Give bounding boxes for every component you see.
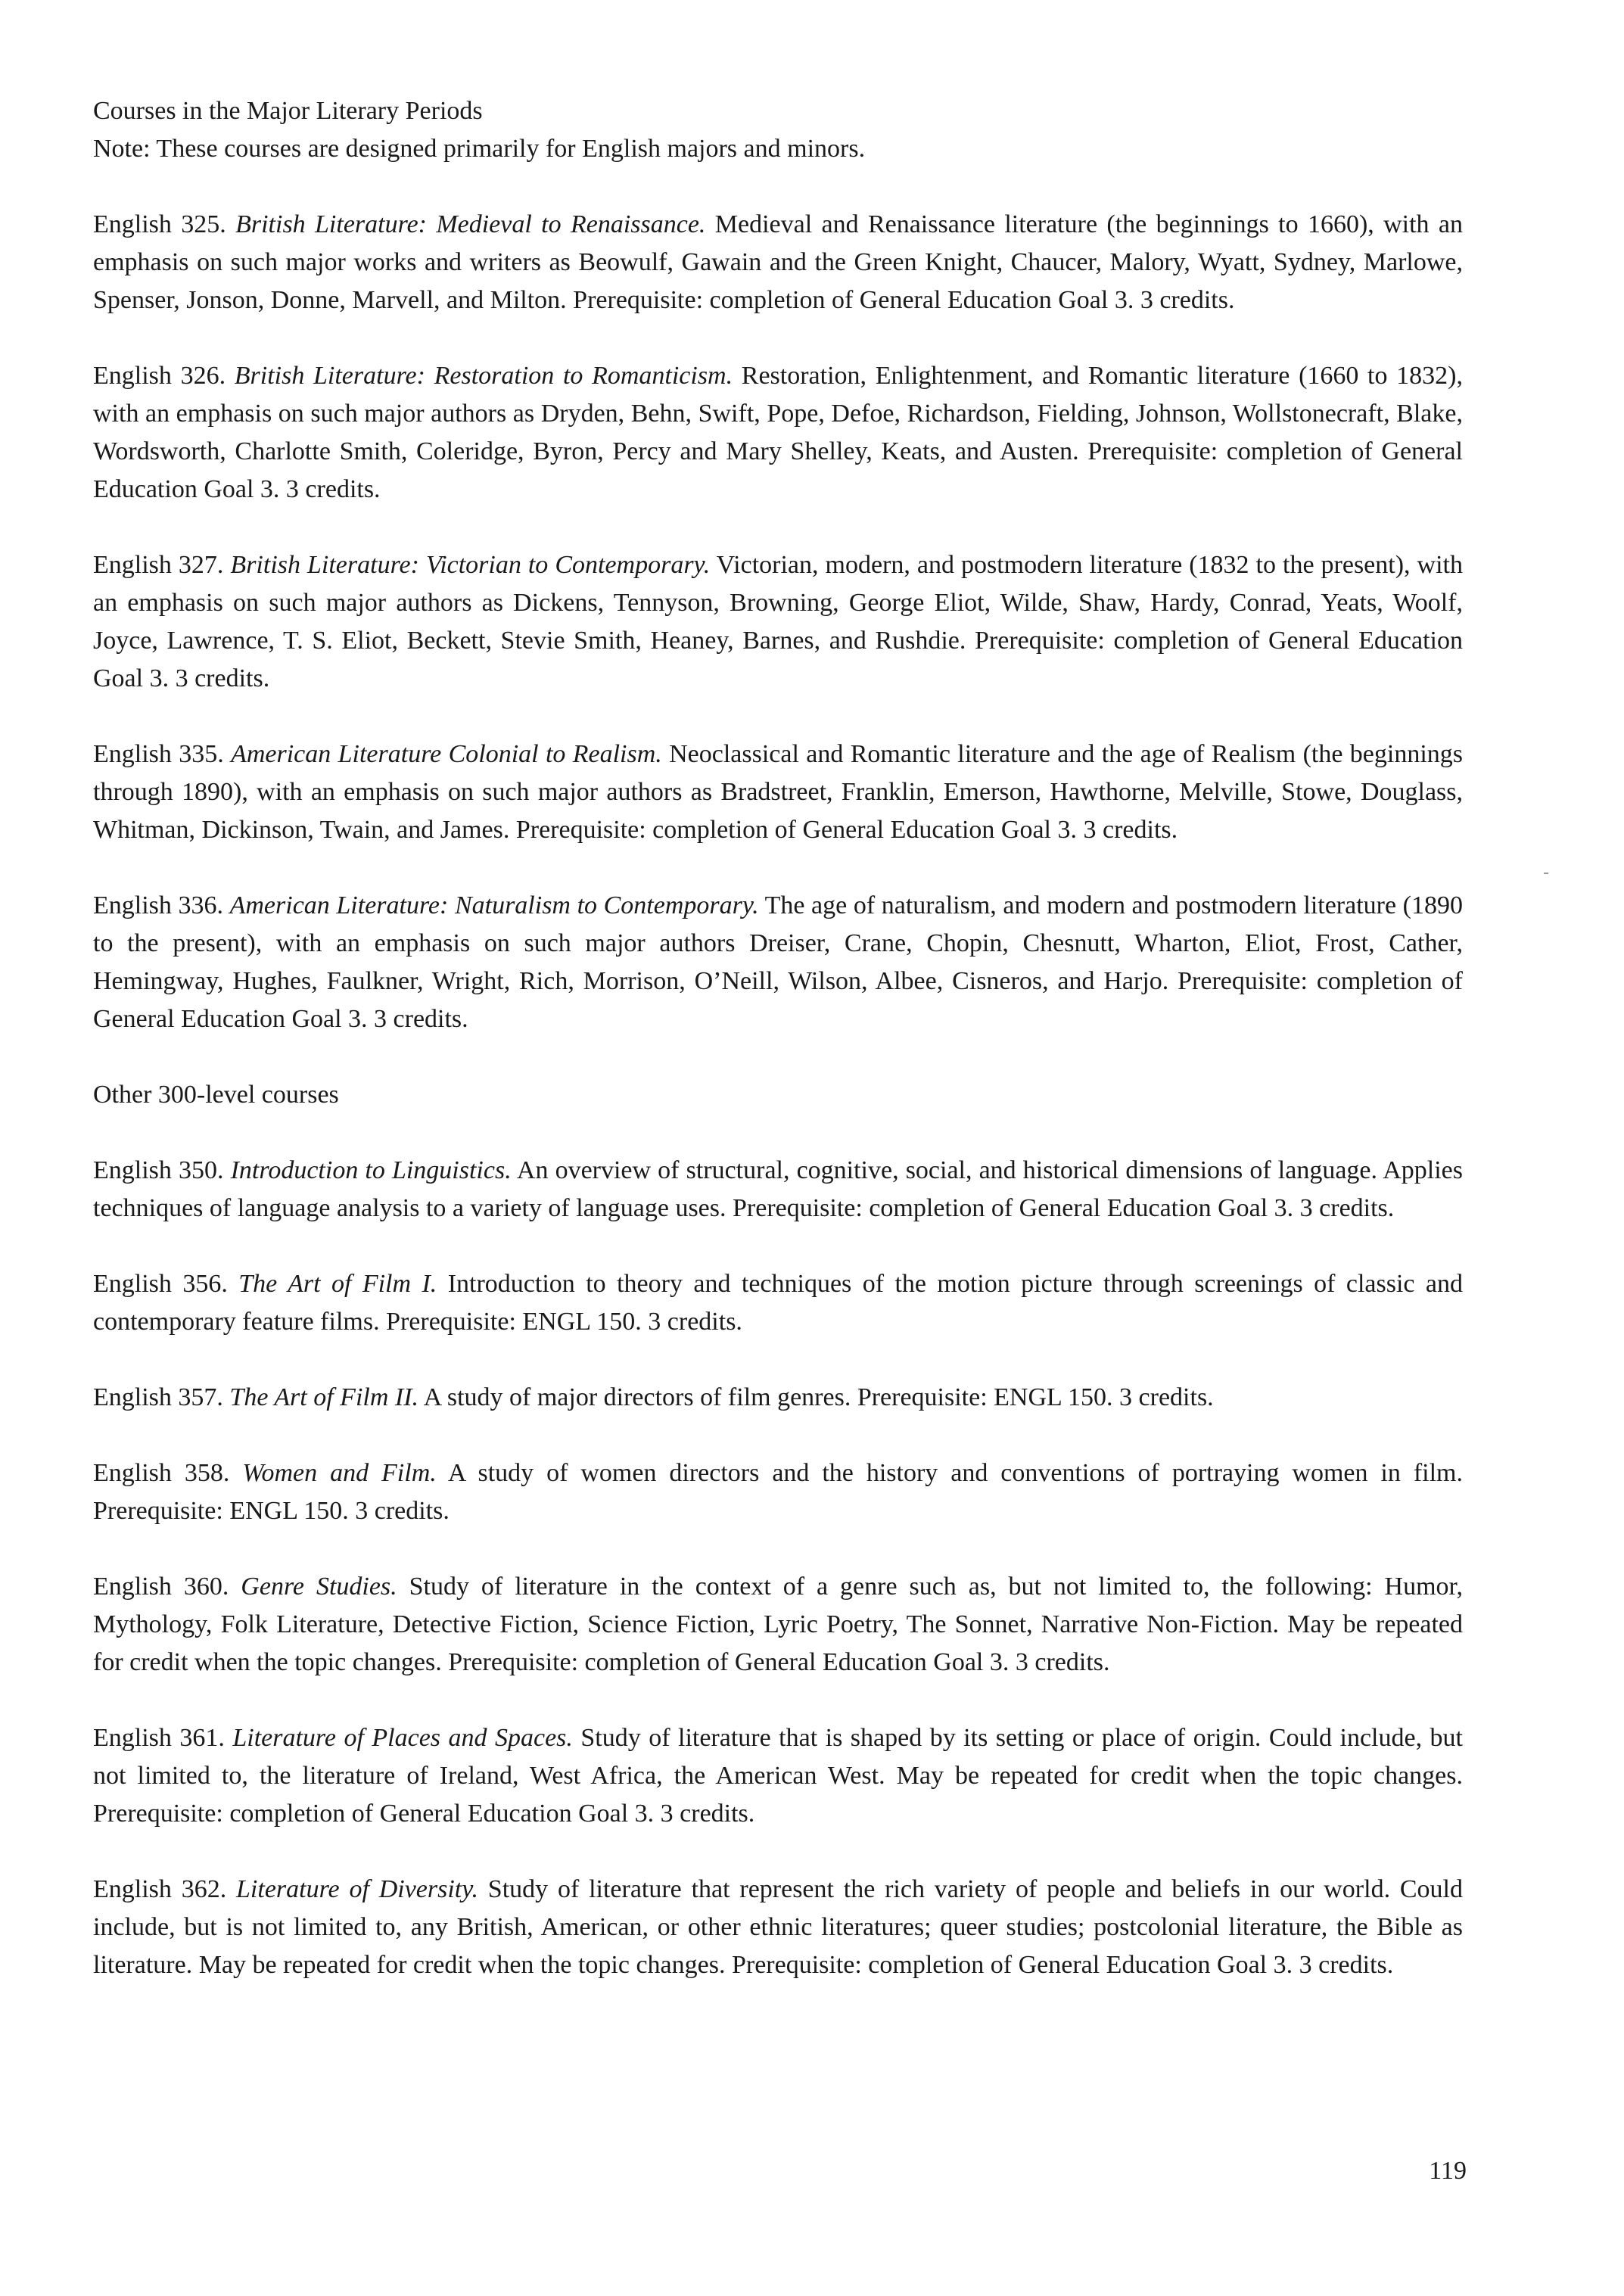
course-number: English 360.: [93, 1573, 229, 1601]
course-number: English 335.: [93, 740, 224, 768]
course-title: American Literature Colonial to Realism.: [231, 740, 662, 768]
course-english-350: [93, 1152, 1463, 1227]
catalog-page: [93, 92, 1463, 2022]
course-number: English 358.: [93, 1459, 230, 1487]
course-description: Neoclassical and Romantic literature and the age of Realism (the beginnings through 1890), with an emphasis on such major authors as Bradstreet, Franklin, Emerson, Hawthorne, Melville, Stowe, Douglass, Whitman, Dickinson, Twain, and James. Prerequisite: completion of General Education Goal 3. 3 credits.: [93, 740, 1463, 844]
other-course-list: [93, 1152, 1463, 1984]
course-description: Restoration, Enlightenment, and Romantic literature (1660 to 1832), with an emphasis on such major authors as Dryden, Behn, Swift, Pope, Defoe, Richardson, Fielding, Johnson, Wollstonecraft, Blake, Wordsworth, Charlotte Smith, Coleridge, Byron, Percy and Mary Shelley, Keats, and Austen. Prerequisite: completion of General Education Goal 3. 3 credits.: [93, 362, 1463, 503]
course-title: British Literature: Medieval to Renaissance.: [235, 210, 706, 238]
course-english-327: [93, 546, 1463, 698]
course-description: The age of naturalism, and modern and postmodern literature (1890 to the present), with an emphasis on such major authors Dreiser, Crane, Chopin, Chesnutt, Wharton, Eliot, Frost, Cather, Hemingway, Hughes, Faulkner, Wright, Rich, Morrison, O’Neill, Wilson, Albee, Cisneros, and Harjo. Prerequisite: completion of General Education Goal 3. 3 credits.: [93, 891, 1464, 1033]
course-title: Genre Studies.: [241, 1573, 397, 1601]
course-english-326: [93, 357, 1463, 509]
course-number: English 336.: [93, 891, 223, 919]
course-number: English 326.: [93, 362, 226, 390]
course-english-361: [93, 1719, 1463, 1833]
course-number: English 327.: [93, 551, 224, 579]
course-description: Victorian, modern, and postmodern literature (1832 to the present), with an emphasis on such major authors as Dickens, Tennyson, Browning, George Eliot, Wilde, Shaw, Hardy, Conrad, Yeats, Woolf, Joyce, Lawrence, T. S. Eliot, Beckett, Stevie Smith, Heaney, Barnes, and Rushdie. Prerequisite: completion of General Education Goal 3. 3 credits.: [93, 551, 1463, 692]
course-number: English 350.: [93, 1156, 224, 1184]
section-note: Note: These courses are designed primarily for English majors and minors.: [93, 135, 866, 163]
course-english-362: [93, 1871, 1463, 1984]
course-number: English 356.: [93, 1270, 228, 1298]
course-english-336: [93, 887, 1463, 1038]
scan-speck: [1544, 873, 1548, 874]
course-description: Introduction to theory and techniques of the motion picture through screenings of classic and contemporary feature films. Prerequisite: ENGL 150. 3 credits.: [93, 1270, 1464, 1336]
course-title: The Art of Film I.: [238, 1270, 437, 1298]
course-number: English 357.: [93, 1383, 223, 1411]
course-number: English 325.: [93, 210, 226, 238]
course-description: An overview of structural, cognitive, social, and historical dimensions of language. Applies techniques of language analysis to a variety of language uses. Prerequisite: completion of General Education Goal 3. 3 credits.: [93, 1156, 1463, 1222]
course-number: English 361.: [93, 1724, 225, 1752]
major-periods-course-list: [93, 206, 1463, 1038]
course-title: Introduction to Linguistics.: [230, 1156, 512, 1184]
course-english-356: [93, 1265, 1463, 1341]
course-description: Study of literature that represent the rich variety of people and beliefs in our world. Could include, but is not limited to, any British, American, or other ethnic literatures; queer studies; postcolonial literature, the Bible as literature. May be repeated for credit when the topic changes. Prerequisite: completion of General Education Goal 3. 3 credits.: [93, 1875, 1463, 1979]
course-title: British Literature: Victorian to Contemporary.: [230, 551, 711, 579]
course-description: Study of literature that is shaped by its setting or place of origin. Could include, but not limited to, the literature of Ireland, West Africa, the American West. May be repeated for credit when the topic changes. Prerequisite: completion of General Education Goal 3. 3 credits.: [93, 1724, 1463, 1828]
other-courses-heading: Other 300-level courses: [93, 1081, 339, 1109]
course-english-325: [93, 206, 1463, 319]
course-title: British Literature: Restoration to Romanticism.: [234, 362, 733, 390]
course-title: The Art of Film II.: [229, 1383, 419, 1411]
course-english-360: [93, 1568, 1463, 1682]
page-number: 119: [1429, 2157, 1467, 2185]
course-title: Literature of Diversity.: [236, 1875, 478, 1903]
course-description: Study of literature in the context of a genre such as, but not limited to, the following: Humor, Mythology, Folk Literature, Detective Fiction, Science Fiction, Lyric Poetry, The Sonnet, Narrative Non-Fiction. May be repeated for credit when the topic changes. Prerequisite: completion of General Education Goal 3. 3 credits.: [93, 1573, 1464, 1676]
course-description: Medieval and Renaissance literature (the beginnings to 1660), with an emphasis on such major works and writers as Beowulf, Gawain and the Green Knight, Chaucer, Malory, Wyatt, Sydney, Marlowe, Spenser, Jonson, Donne, Marvell, and Milton. Prerequisite: completion of General Education Goal 3. 3 credits.: [93, 210, 1463, 314]
course-description: A study of major directors of film genres. Prerequisite: ENGL 150. 3 credits.: [423, 1383, 1214, 1411]
course-english-358: [93, 1454, 1463, 1530]
course-title: Literature of Places and Spaces.: [232, 1724, 573, 1752]
course-english-335: [93, 736, 1463, 849]
course-description: A study of women directors and the history and conventions of portraying women in film. Prerequisite: ENGL 150. 3 credits.: [93, 1459, 1463, 1525]
section-heading: Courses in the Major Literary Periods: [93, 97, 483, 125]
course-english-357: [93, 1379, 1463, 1417]
course-title: American Literature: Naturalism to Contemporary.: [229, 891, 759, 919]
course-title: Women and Film.: [242, 1459, 437, 1487]
course-number: English 362.: [93, 1875, 227, 1903]
